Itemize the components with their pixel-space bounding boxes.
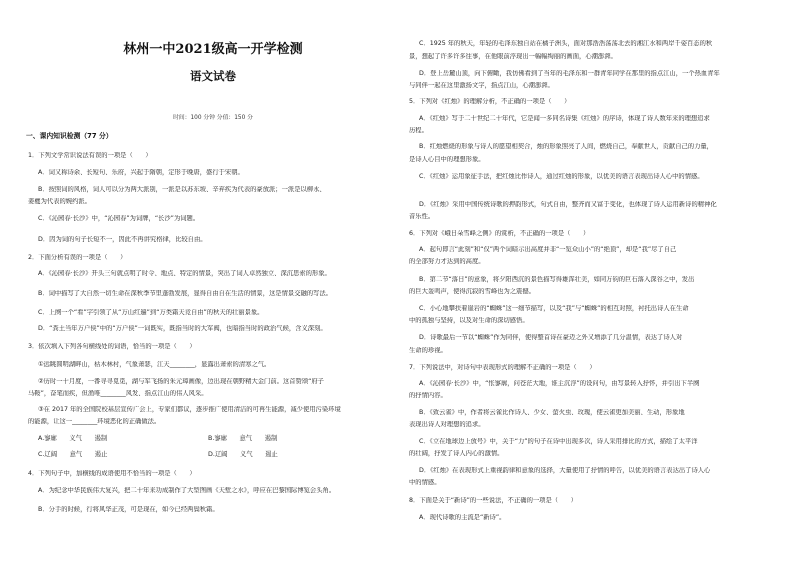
option-line: D．《红烛》在表现形式上重视韵律和意象的选择，大量使用了抒情的呼告，以优美的语言表达出了诗人心 (419, 467, 711, 474)
option-line: 的壮阔，抒发了诗人内心的激情。 (409, 450, 504, 457)
question-stem: 8．下面是关于“新诗”的一些说法，不正确的一项是（ ） (409, 497, 577, 504)
option-line: A．《沁园春·长沙》中，“怅寥廓，问苍茫大地，谁主沉浮”的设问句，由写景转入抒怀，并引出下半阕 (419, 380, 700, 387)
passage-line: 马鞍”，奋笔而疾，但渔唯________风发、指点江山的伟人风采。 (28, 390, 208, 397)
question-stem: 5．下列对《红烛》的理解分析，不正确的一项是（ ） (409, 98, 571, 105)
option-line: D．诗歌最后一节以“蜘蛛”作为同伴，使得整首诗在豪迈之外又增添了几分温情，表达了诗人对 (419, 334, 683, 341)
option-line: A．《红烛》写于二十世纪二十年代，它是闻一多同名诗集《红烛》的序诗，体现了诗人数年来的理想追求 (419, 115, 710, 122)
option-line: C．1925 年的秋天，年轻的毛泽东独自站在橘子洲头，面对那浩浩荡荡北去的湘江水和两岸千姿百态的秋 (419, 40, 713, 47)
option-line: 生命的珍视。 (409, 347, 447, 354)
passage-line: ②历时一十月度，一番寻寻觅觅，湖与军飞扬的朱元璋画像，边出现在朝野精大金门前。这首赞颂“府子 (38, 378, 324, 385)
option-line: 景，想起了许多许多往事，在他眼前浮现出一幅幅绚丽的画面，心潮澎湃。 (409, 53, 617, 60)
exam-meta: 时间：100 分钟 分值：150 分 (173, 115, 253, 121)
question-stem: 3．依次填入下列各句横线处的词语，恰当的一项是（ ） (28, 343, 196, 350)
option-line: 表现出诗人对理想的追求。 (409, 421, 485, 428)
option-line: D．登上岳麓山顶，向下俯瞰，我仿佛看到了当年的毛泽东和一群青年同学在那里的指点江山，一个热血青年 (419, 70, 720, 77)
option-line: 的全部努力才达到的高度。 (409, 258, 485, 265)
option-line: B．按照词的风格，词人可以分为两大派别，一派是以苏东坡、辛弃疾为代表的豪放派；一派是以柳永、 (38, 186, 326, 193)
option-line: B．词中描写了大自然一切生命在深秋季节里蓬勃发展，显得自由自在生活的情景，这是情景交融的写法。 (38, 290, 332, 297)
question-stem: 1．下列文学常识说法有误的一项是（ ） (28, 152, 152, 159)
option-line: A．现代诗歌的主流是“新诗”。 (419, 514, 506, 521)
option-line: 是诗人心目中的理想形象。 (409, 156, 485, 163)
question-stem: 4．下列句子中，加横线的成语使用不恰当的一项是（ ） (28, 470, 196, 477)
option-line: C．上阕一个“看”字引领了从“万山红遍”到“万类霜天竞自由”的秋天的壮丽景象。 (38, 309, 264, 316)
option-line: 历程。 (409, 127, 428, 134)
option-line: D．“粪土当年万户侯”中的“万户侯”一词既实，既指当时的大军阀，也暗指当时的政治气候，含义深刻。 (38, 325, 327, 332)
option-line: 姜夔为代表的婉约派。 (28, 198, 91, 205)
choice-a: A.寥廓 义气 遏制 (38, 435, 108, 442)
question-stem: 2．下面分析有误的一项是（ ） (28, 254, 127, 261)
option-line: A．为纪念中华民族伟大复兴，把二十年来功成制作了大型图画《天堑之水》，呼应在巴黎国际博览会头角。 (38, 487, 336, 494)
option-line: A．起句即言“此刻”和“仅”两个词暗示出高度并非“一览众山小”的“绝顶”，却是“我”尽了自己 (419, 246, 677, 253)
option-line: D．《红烛》采用中国传统诗歌的押韵形式，句式自由，整齐而又富于变化，也体现了诗人运用新诗的精神化 (419, 201, 717, 208)
option-line: 的巨大轰鸣声，使得沉寂的雪峰也为之震撼。 (409, 288, 535, 295)
option-line: A．词又称诗余、长短句、乐府，兴起于隋朝，定形于晚唐，盛行于宋朝。 (38, 169, 244, 176)
page-title: 林州一中2021级高一开学检测 (123, 42, 303, 57)
passage-line: 的能源，让这一________环境恶化的正确做法。 (28, 418, 161, 425)
option-line: 音乐性。 (409, 213, 435, 220)
option-line: A．《沁园春·长沙》开头三句就点明了时令、地点、特定的情景，突出了词人卓然独立、深沉思索的形象。 (38, 270, 331, 277)
choice-c: C.辽阔 意气 遏止 (38, 451, 108, 458)
option-line: B．分手的时候，行将风华正茂，可是现在，如今已经两鬓秋霜。 (38, 506, 219, 513)
option-line: 与同伴一起在这里激扬文字，指点江山，心潮澎湃。 (409, 82, 554, 89)
option-line: 的抒情内容。 (409, 392, 447, 399)
option-line: C．《红烛》运用象征手法，把红烛比作诗人，通过红烛的形象，以优美的语言表现出诗人心中的情感。 (419, 173, 704, 180)
option-line: C．《立在地球边上放号》中，关于“力”的句子在诗中出现多次，诗人采用排比的方式，描绘了太平洋 (419, 438, 698, 445)
passage-line: ③在 2017 年的全国院校基层宣传广会上，专家们都议，逐步推广使用清洁的可再生能源，减少使用污染环境 (38, 406, 341, 413)
section-heading: 一、课内知识检测（77 分） (26, 132, 113, 140)
option-line: 中的情感。 (409, 479, 441, 486)
question-stem: 6．下列对《峨日朵雪峰之侧》的赏析，不正确的一项是（ ） (409, 230, 590, 237)
option-line: B．第二节“落日”的意象，将夕阳西沉的景色描写得雄浑壮美，如同万钧的巨石落入深谷之中，发出 (419, 276, 695, 283)
option-line: D．因为词的句子长短不一，因此不再讲究格律，比较自由。 (38, 236, 207, 243)
option-line: B．《致云雀》中，作者将云雀比作诗人、少女、萤火虫、玫瑰，使云雀更加美丽、生动，形象地 (419, 409, 685, 416)
option-line: 中的孤独与坚持，以及对生命的深切感悟。 (409, 317, 529, 324)
option-line: B．红烛燃烧的形象与诗人的愿望相契合，烛的形象照亮了人间，燃烧自己，奉献世人，贡献自己的力量， (419, 143, 713, 150)
page-subtitle: 语文试卷 (190, 69, 236, 83)
passage-line: ①远眺圆明湖畔山，枯木林村，气象萧瑟，江天________，显露出萧索的清寒之气。 (38, 361, 271, 368)
option-line: C．小心地攀扶着崖岩的“蜘蛛”这一细节描写，以及“我”与“蜘蛛”的相互对照，衬托出诗人在生命 (419, 305, 689, 312)
choice-b: B.寥廓 意气 遏制 (208, 435, 278, 442)
choice-d: D.辽阔 义气 遏止 (208, 451, 278, 458)
option-line: C．《沁园春·长沙》中，“沁园春”为词牌，“长沙”为词题。 (38, 215, 200, 222)
question-stem: 7．下列说法中，对诗句中表现形式的理解不正确的一项是（ ） (409, 364, 596, 371)
